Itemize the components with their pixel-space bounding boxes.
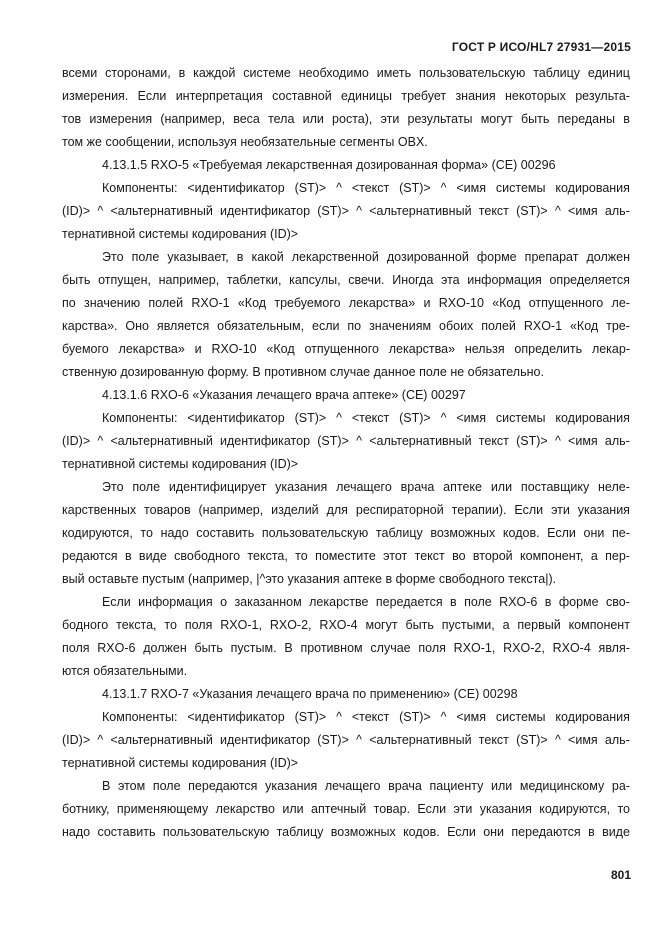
text-line: быть отпущен, например, таблетки, капсулы, свечи. Иногда эта информация определяется [62, 273, 630, 287]
text-line: вый оставьте пустым (например, |^это указания аптеке в форме свободного текста|). [62, 572, 557, 586]
text-line: измерения. Если интерпретация составной единицы требует знания некоторых результа- [62, 89, 630, 103]
text-line: Это поле указывает, в какой лекарственной дозированной форме препарат должен [102, 250, 630, 264]
text-line: Это поле идентифицирует указания лечащего врача аптеке или поставщику неле- [102, 480, 630, 494]
text-line: (ID)> ^ <альтернативный идентификатор (ST)> ^ <альтернативный текст (ST)> ^ <имя аль- [62, 733, 630, 747]
page-number: 801 [610, 868, 631, 882]
text-line: Компоненты: <идентификатор (ST)> ^ <текст (ST)> ^ <имя системы кодирования [102, 411, 630, 425]
text-line: 4.13.1.6 RXO-6 «Указания лечащего врача аптеке» (CE) 00297 [102, 388, 466, 402]
text-line: тернативной системы кодирования (ID)> [62, 227, 299, 241]
text-line: буемого лекарства» и RXO-10 «Код отпущенного лекарства» нельзя определить лекар- [62, 342, 630, 356]
text-line: надо составить пользовательскую таблицу возможных кодов. Если они передаются в виде [62, 825, 630, 839]
text-line: по значению полей RXO-1 «Код требуемого лекарства» и RXO-10 «Код отпущенного ле- [62, 296, 630, 310]
text-line: ботнику, применяющему лекарство или аптечный товар. Если эти указания кодируются, то [62, 802, 630, 816]
text-line: редаются в виде свободного текста, то поместите этот текст во второй компонент, а пер- [62, 549, 630, 563]
text-line: Если информация о заказанном лекарстве передается в поле RXO-6 в форме сво- [102, 595, 630, 609]
text-line: 4.13.1.5 RXO-5 «Требуемая лекарственная дозированная форма» (CE) 00296 [102, 158, 556, 172]
text-line: том же сообщении, используя необязательные сегменты OBX. [62, 135, 428, 149]
text-line: тернативной системы кодирования (ID)> [62, 457, 299, 471]
text-line: кодируются, то надо составить пользовательскую таблицу возможных кодов. Если они пе- [62, 526, 630, 540]
text-line: (ID)> ^ <альтернативный идентификатор (ST)> ^ <альтернативный текст (ST)> ^ <имя аль- [62, 204, 630, 218]
text-line: тов измерения (например, веса тела или роста), эти результаты могут быть переданы в [62, 112, 630, 126]
text-line: поля RXO-6 должен быть пустым. В противном случае поля RXO-1, RXO-2, RXO-4 явля- [62, 641, 630, 655]
text-line: 4.13.1.7 RXO-7 «Указания лечащего врача по применению» (CE) 00298 [102, 687, 518, 701]
text-line: Компоненты: <идентификатор (ST)> ^ <текст (ST)> ^ <имя системы кодирования [102, 710, 630, 724]
text-line: бодного текста, то поля RXO-1, RXO-2, RXO-4 могут быть пустыми, а первый компонент [62, 618, 630, 632]
text-line: карства». Оно является обязательным, если по значениям обоих полей RXO-1 «Код тре- [62, 319, 630, 333]
document-body [62, 62, 630, 844]
text-line: ственную дозированную форму. В противном случае данное поле не обязательно. [62, 365, 544, 379]
text-line: В этом поле передаются указания лечащего врача пациенту или медицинскому ра- [102, 779, 630, 793]
running-header: ГОСТ Р ИСО/HL7 27931—2015 [451, 40, 631, 54]
text-line: карственных товаров (например, изделий для респираторной терапии). Если эти указания [62, 503, 630, 517]
text-line: всеми сторонами, в каждой системе необходимо иметь пользовательскую таблицу единиц [62, 66, 630, 80]
text-line: тернативной системы кодирования (ID)> [62, 756, 299, 770]
text-line: ются обязательными. [62, 664, 188, 678]
text-line: Компоненты: <идентификатор (ST)> ^ <текст (ST)> ^ <имя системы кодирования [102, 181, 630, 195]
text-line: (ID)> ^ <альтернативный идентификатор (ST)> ^ <альтернативный текст (ST)> ^ <имя аль- [62, 434, 630, 448]
